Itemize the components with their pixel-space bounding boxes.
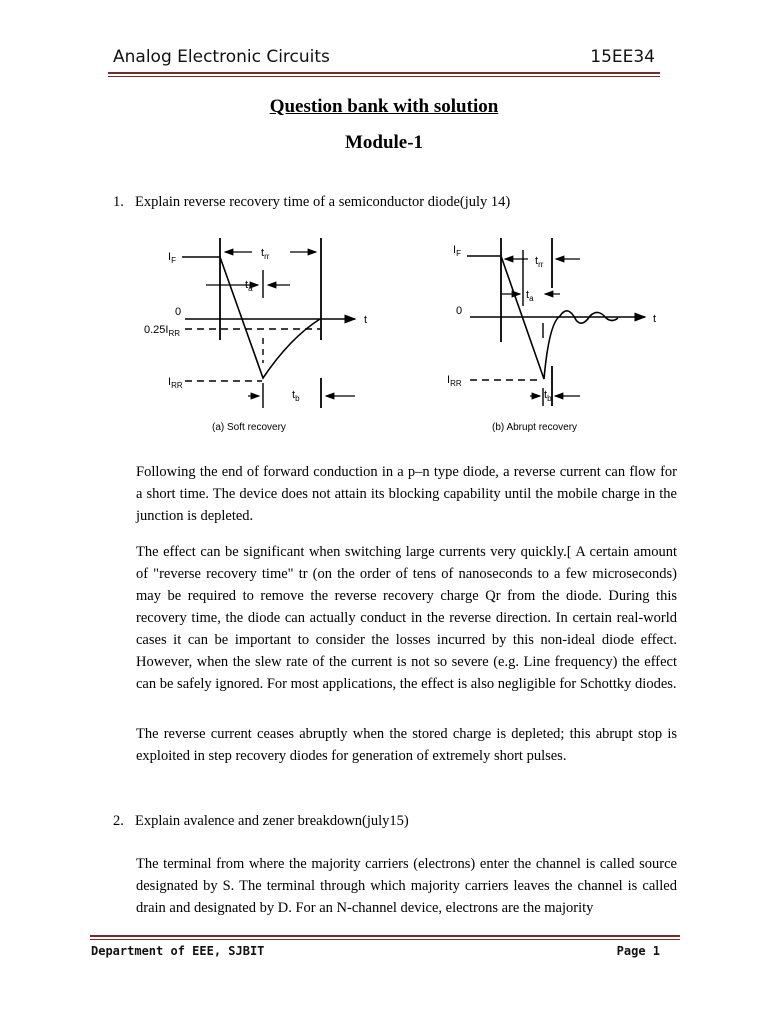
paragraph-4: The terminal from where the majority carriers (electrons) enter the channel is called source designated by S. The terminal through which majority carriers leaves the channel is called drain and designated by D. For an N-channel device, electrons are the majority (136, 856, 677, 916)
soft-label-tb: $t_b$ (292, 389, 300, 403)
abrupt-label-if: $I_F$ (453, 244, 461, 258)
module-heading: Module-1 (344, 132, 424, 153)
footer-page-number: Page 1 (616, 944, 660, 958)
soft-label-zero: 0 (175, 306, 182, 318)
soft-label-quarter-irr: $0.25I_{RR}$ (144, 324, 181, 338)
abrupt-label-tb: $t_b$ (544, 389, 552, 403)
question-number: 1. (113, 194, 124, 210)
soft-label-trr: $t_{rr}$ (261, 247, 270, 261)
soft-caption: (a) Soft recovery (212, 422, 286, 433)
paragraph-2: The effect can be significant when switching large currents very quickly.[ A certain amount of "reverse recovery time" tr (on the order of tens of nanoseconds to a few microseconds) may be required to remove the reverse recovery charge Qr from the diode. During this recovery time, the diode can actually conduct in the reverse direction. In certain real-world cases it can be important to consider the losses incurred by this non-ideal diode effect. However, when the slew rate of the current is not so severe (e.g. Line frequency) the effect can be safely ignored. For most applications, the effect is also negligible for Schottky diodes. (136, 544, 677, 692)
abrupt-recovery-plot (447, 238, 656, 433)
footer-rule (90, 935, 680, 937)
abrupt-label-trr: $t_{rr}$ (535, 255, 544, 269)
page-title: Question bank with solution (269, 96, 499, 117)
paragraph-1: Following the end of forward conduction in a p–n type diode, a reverse current can flow for a short time. The device does not attain its blocking capability until the mobile charge in the junction is depleted. (136, 464, 677, 524)
abrupt-label-ta: $t_a$ (526, 289, 534, 303)
question-text: Explain avalence and zener breakdown(july15) (135, 813, 409, 829)
soft-label-t-axis: t (364, 314, 368, 326)
soft-label-irr: $I_{RR}$ (168, 376, 183, 390)
abrupt-label-irr: $I_{RR}$ (447, 374, 462, 388)
footer-rule-thin (90, 939, 680, 940)
header-course: Analog Electronic Circuits (113, 47, 330, 67)
soft-waveform (182, 257, 320, 378)
paragraph-3: The reverse current ceases abruptly when the stored charge is depleted; this abrupt stop is exploited in step recovery diodes for generation of extremely short pulses. (136, 726, 677, 764)
header-code: 15EE34 (590, 47, 655, 67)
question-number: 2. (113, 813, 124, 829)
soft-label-ta: $t_a$ (245, 279, 253, 293)
abrupt-label-t-axis: t (653, 313, 657, 325)
soft-recovery-plot (144, 238, 367, 433)
header-rule-thin (108, 76, 660, 77)
soft-label-if: $I_F$ (168, 251, 176, 265)
question-text: Explain reverse recovery time of a semiconductor diode(july 14) (135, 194, 511, 210)
abrupt-caption: (b) Abrupt recovery (492, 422, 578, 433)
header-rule (108, 72, 660, 74)
question-2 (113, 813, 409, 830)
reverse-recovery-figure (140, 228, 680, 440)
abrupt-label-zero: 0 (456, 305, 463, 317)
footer-department: Department of EEE, SJBIT (91, 944, 265, 958)
question-1 (113, 194, 510, 211)
